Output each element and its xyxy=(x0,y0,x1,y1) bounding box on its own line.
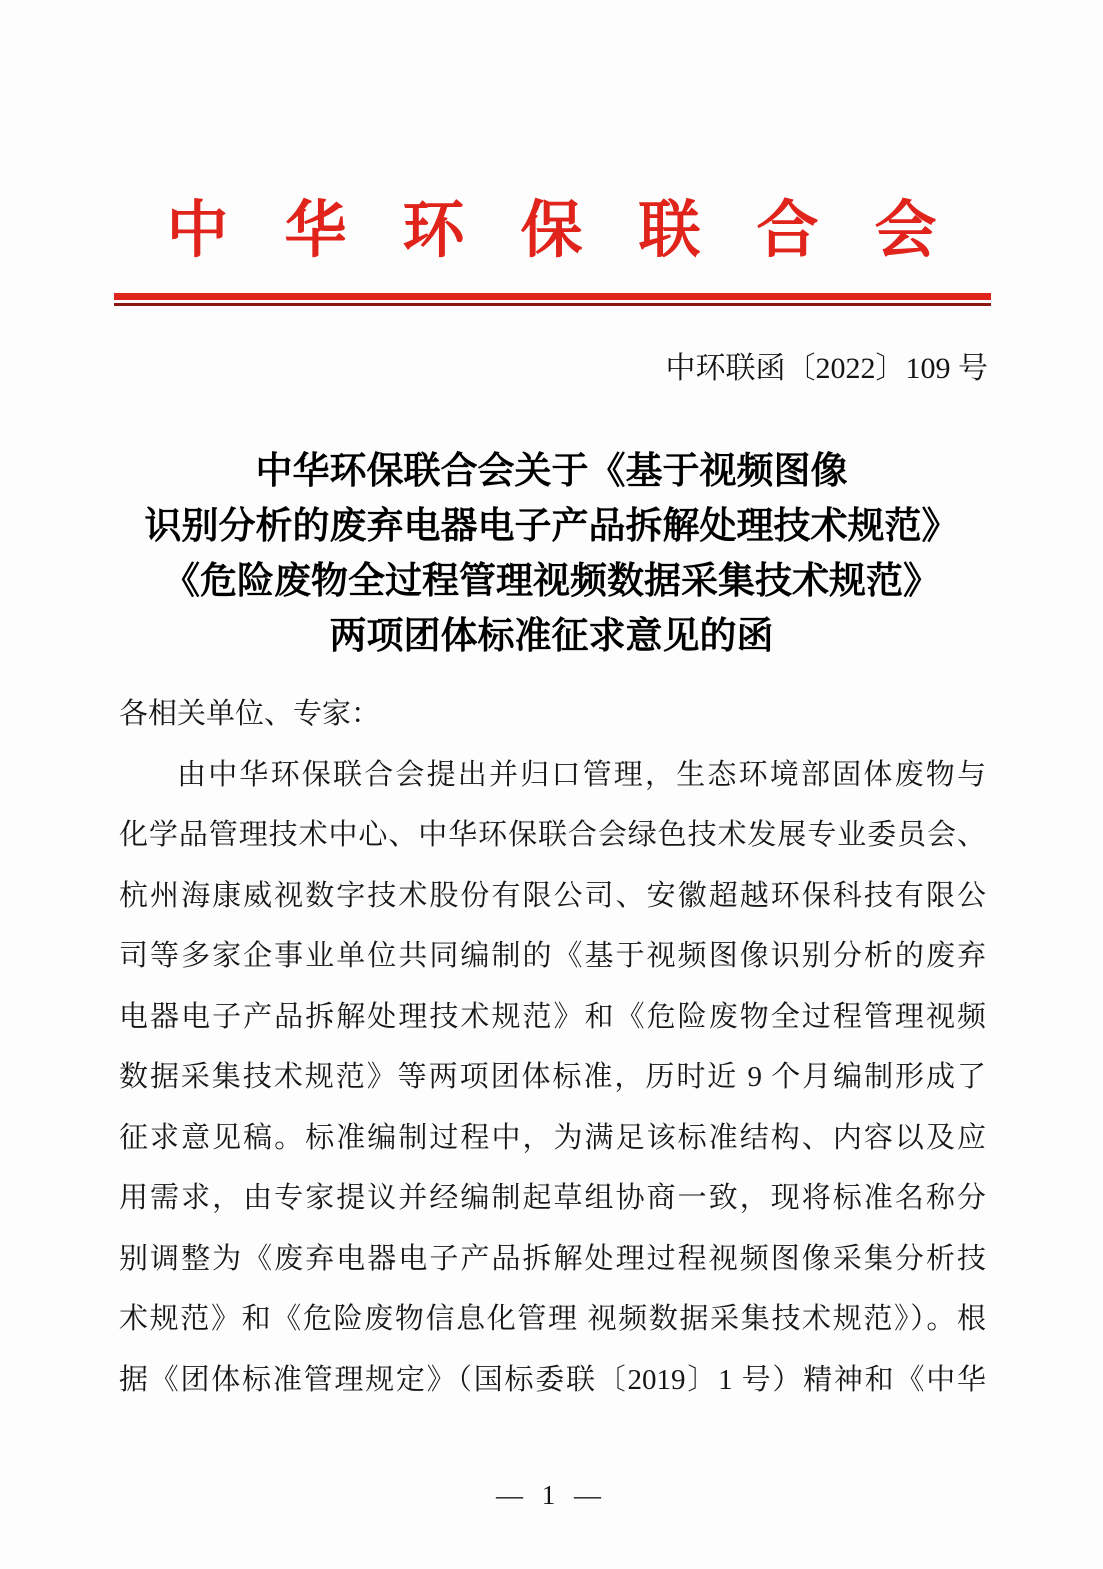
body-line: 用需求，由专家提议并经编制起草组协商一致，现将标准名称分 xyxy=(119,1182,986,1214)
body-line: 征求意见稿。标准编制过程中，为满足该标准结构、内容以及应 xyxy=(119,1121,986,1154)
title-line: 两项团体标准征求意见的函 xyxy=(329,616,774,657)
letterhead-divider xyxy=(114,293,991,306)
body-line: 由中华环保联合会提出并归口管理，生态环境部固体废物与 xyxy=(177,758,986,791)
document-title xyxy=(0,444,1103,664)
page-number: — 1 — xyxy=(496,1480,607,1510)
document-reference-number: 中环联函〔2022〕109 号 xyxy=(665,352,988,385)
divider-thin-line xyxy=(114,303,991,306)
body-line: 术规范》和《危险废物信息化管理 视频数据采集技术规范》）。根 xyxy=(119,1303,986,1335)
body-line: 电器电子产品拆解处理技术规范》和《危险废物全过程管理视频 xyxy=(119,1000,986,1033)
title-line: 《危险废物全过程管理视频数据采集技术规范》 xyxy=(163,561,940,602)
body-line: 别调整为《废弃电器电子产品拆解处理过程视频图像采集分析技 xyxy=(119,1242,986,1275)
body-line: 杭州海康威视数字技术股份有限公司、安徽超越环保科技有限公 xyxy=(119,879,986,912)
title-line: 中华环保联合会关于《基于视频图像 xyxy=(255,451,848,492)
title-line: 识别分析的废弃电器电子产品拆解处理技术规范》 xyxy=(144,506,959,547)
document-body xyxy=(119,684,986,1410)
body-line: 数据采集技术规范》等两项团体标准，历时近 9 个月编制形成了 xyxy=(119,1061,986,1093)
body-line: 据《团体标准管理规定》（国标委联〔2019〕1 号）精神和《中华 xyxy=(119,1363,986,1396)
body-line: 司等多家企事业单位共同编制的《基于视频图像识别分析的废弃 xyxy=(119,940,986,972)
salutation: 各相关单位、专家： xyxy=(119,698,381,730)
letterhead-org-name: 中华环保联合会 xyxy=(166,197,993,265)
body-line: 化学品管理技术中心、中华环保联合会绿色技术发展专业委员会、 xyxy=(119,819,986,851)
divider-thick-line xyxy=(114,293,991,300)
